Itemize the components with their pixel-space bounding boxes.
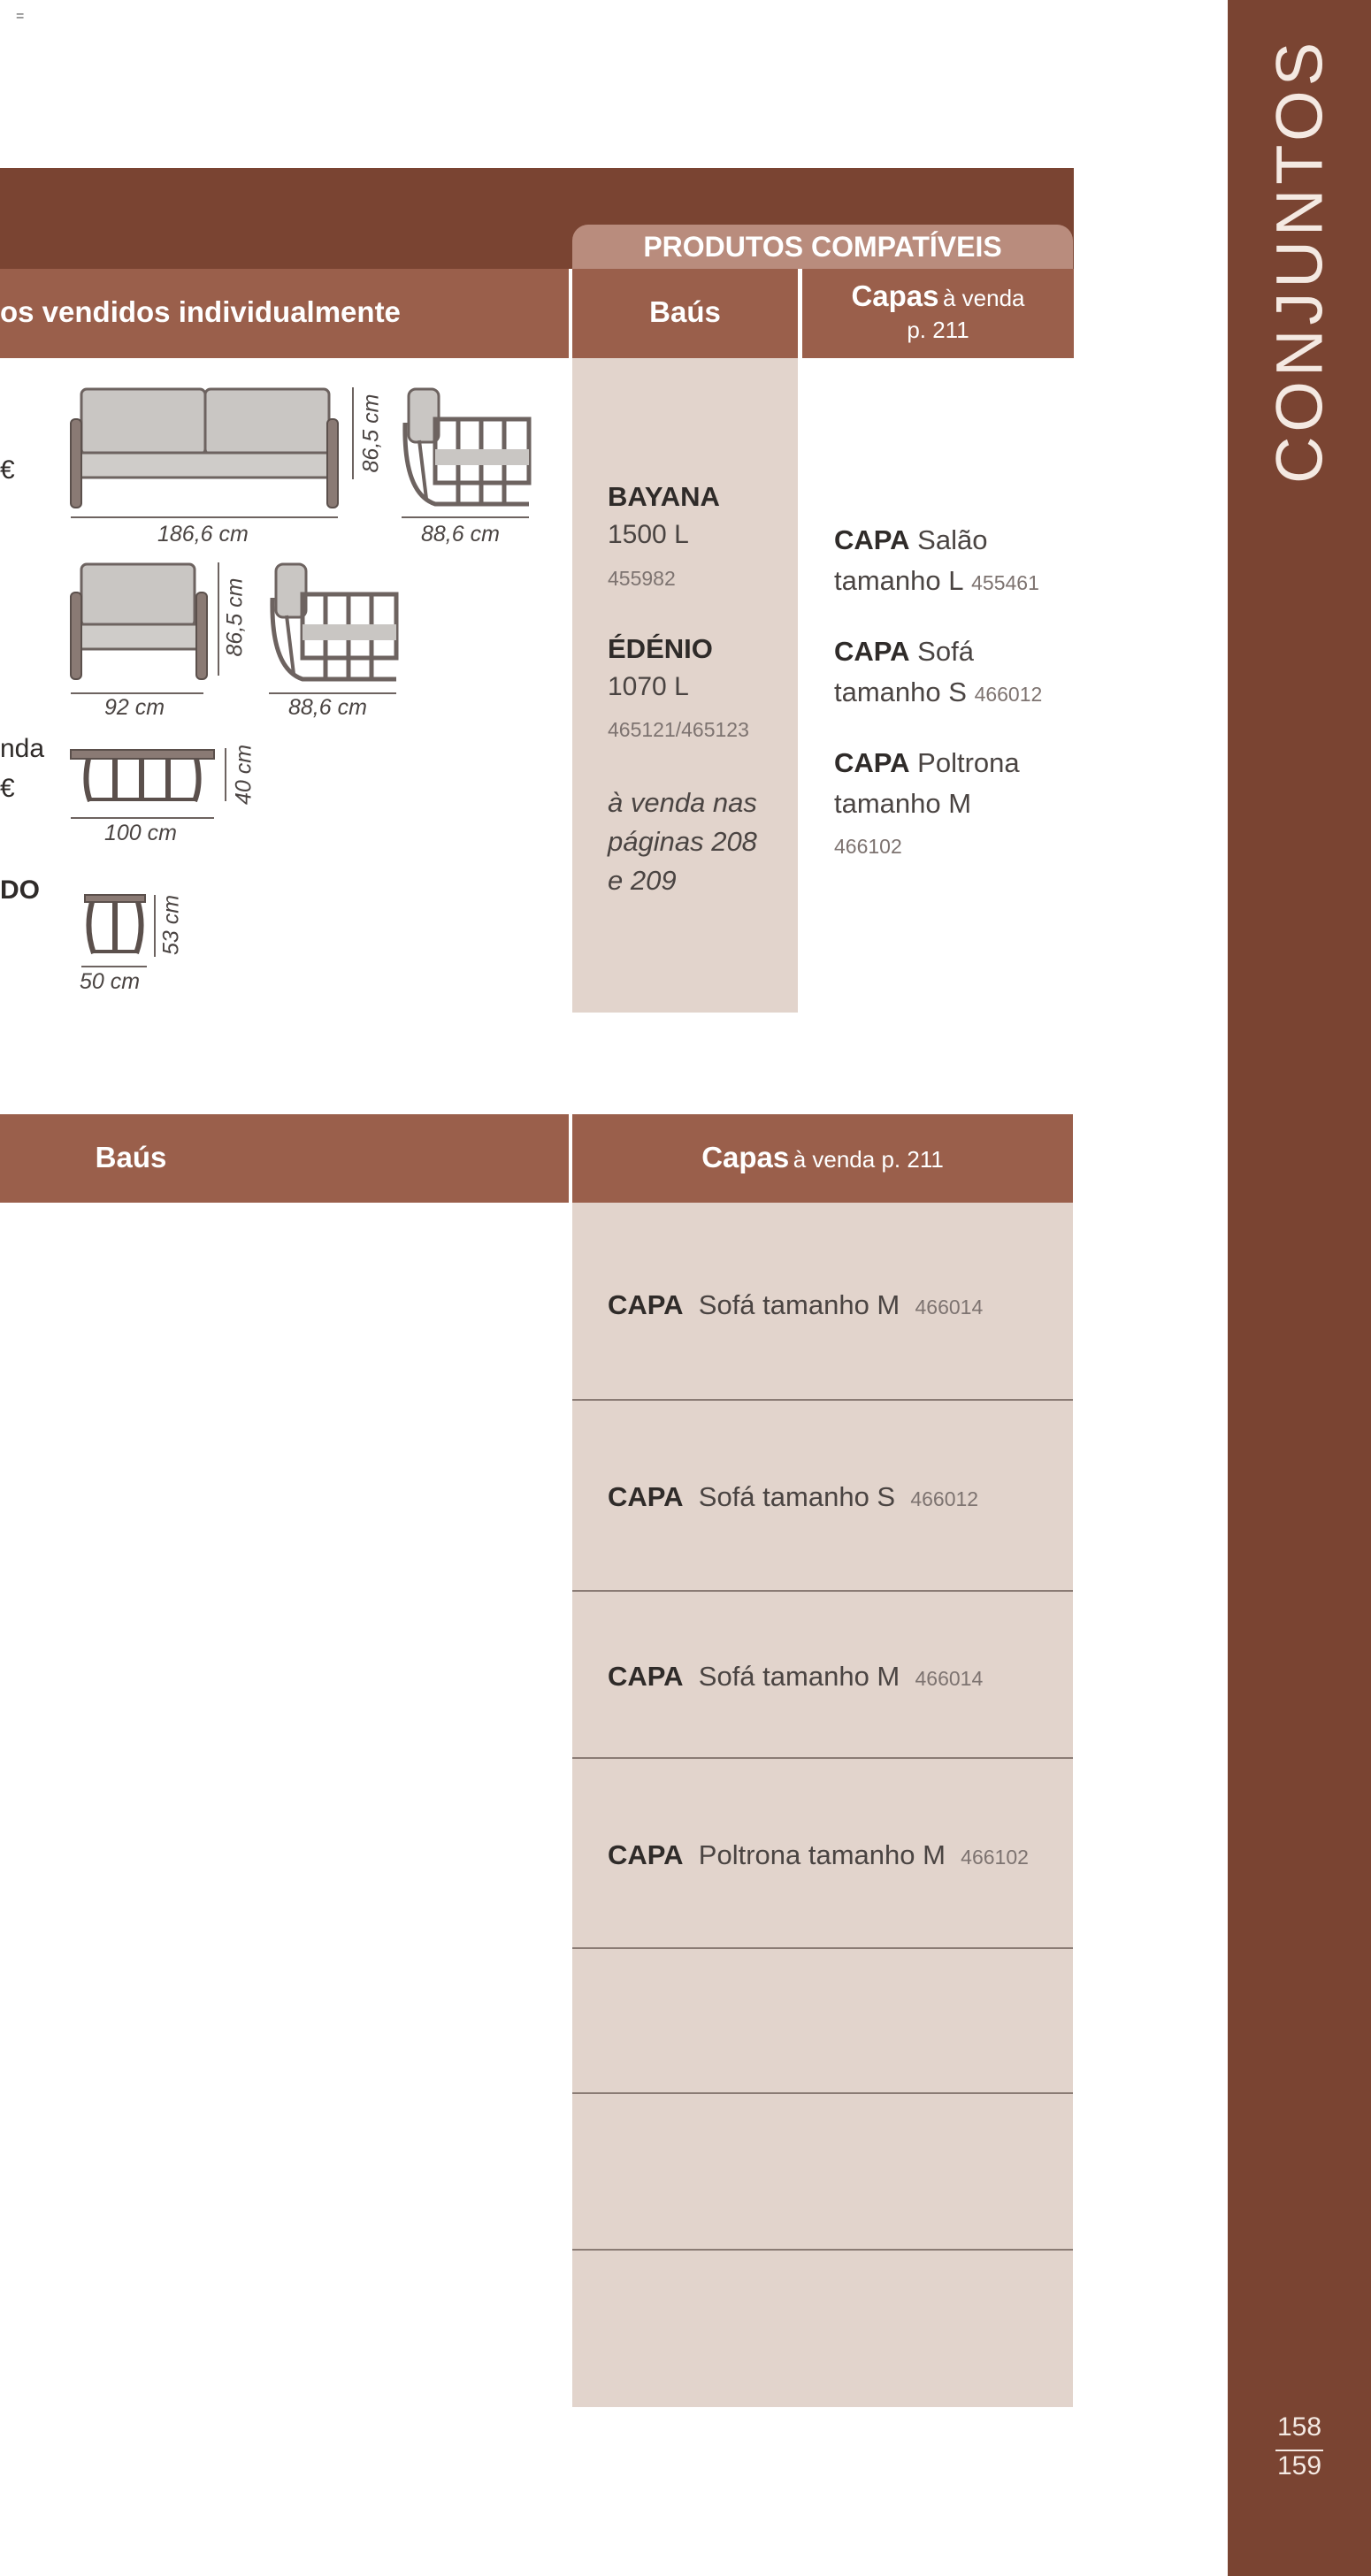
sofa-illustration	[69, 386, 343, 509]
row-divider	[572, 2092, 1073, 2094]
table-row	[608, 1289, 983, 1321]
corner-mark: =	[16, 9, 25, 24]
capa-code: 466014	[915, 1296, 984, 1319]
bottom-baus-header-label: Baús	[95, 1141, 167, 1173]
price-fragment-2: nda	[0, 734, 45, 763]
armchair-height-label: 86,5 cm	[222, 577, 248, 657]
capa-code: 466012	[910, 1487, 979, 1510]
page-number-right: 159	[1276, 2451, 1322, 2480]
capa-text: Sofá tamanho M	[698, 1661, 900, 1692]
table-row	[608, 1661, 983, 1693]
capa-label: CAPA	[608, 1661, 684, 1692]
coffee-table-width-line	[71, 817, 214, 819]
row-divider	[572, 2249, 1073, 2251]
price-fragment-1: €	[0, 455, 15, 485]
capa-code: 466102	[961, 1846, 1029, 1869]
side-table-illustration	[83, 893, 147, 957]
sofa-width-label: 186,6 cm	[157, 522, 249, 547]
table-row	[608, 1839, 1029, 1871]
capa-label: CAPA	[834, 747, 910, 778]
row-divider	[572, 1399, 1073, 1401]
price-fragment-3: €	[0, 774, 15, 803]
side-table-height-label: 53 cm	[158, 894, 184, 956]
bottom-capas-header	[572, 1114, 1073, 1203]
capa-line-2: tamanho L	[834, 565, 964, 596]
coffee-table-height-label: 40 cm	[231, 744, 257, 806]
bau-capacity-2: 1070 L	[608, 672, 689, 701]
coffee-table-illustration	[69, 748, 216, 805]
coffee-table-height-line	[225, 748, 226, 801]
capas-header-label: Capas	[851, 279, 939, 312]
side-table-width-label: 50 cm	[80, 969, 141, 994]
capa-item-1	[834, 520, 1039, 603]
capa-code: 466014	[915, 1667, 984, 1690]
capa-label: CAPA	[608, 1289, 684, 1320]
table-row	[608, 1481, 978, 1513]
bau-code-1: 455982	[608, 567, 676, 590]
bau-code-2: 465121/465123	[608, 718, 749, 741]
capa-line-1: Salão	[917, 524, 988, 555]
baus-note-line-3: e 209	[608, 865, 677, 896]
sofa-height-line	[352, 387, 354, 479]
baus-header-label: Baús	[649, 295, 721, 328]
armchair-depth-label: 88,6 cm	[288, 695, 367, 720]
name-fragment: DO	[0, 875, 40, 905]
capa-text: Sofá tamanho S	[698, 1481, 896, 1512]
capa-code: 466102	[834, 835, 902, 858]
capa-item-2	[834, 631, 1042, 715]
bottom-capas-header-label: Capas	[701, 1141, 790, 1173]
baus-note-line-2: páginas 208	[608, 826, 757, 857]
sofa-depth-label: 88,6 cm	[421, 522, 500, 547]
capa-line-2: tamanho S	[834, 676, 967, 707]
capa-label: CAPA	[608, 1481, 684, 1512]
baus-note-line-1: à venda nas	[608, 787, 757, 818]
bau-name-1: BAYANA	[608, 481, 720, 512]
capa-text: Sofá tamanho M	[698, 1289, 900, 1320]
armchair-illustration	[69, 561, 209, 681]
armchair-width-label: 92 cm	[104, 695, 165, 720]
bottom-capas-header-note: à venda p. 211	[793, 1146, 944, 1173]
compatible-products-tab: PRODUTOS COMPATÍVEIS	[572, 225, 1073, 269]
row-divider	[572, 1590, 1073, 1592]
sofa-width-line	[71, 516, 338, 518]
bau-capacity-1: 1500 L	[608, 520, 689, 549]
capa-code: 455461	[971, 571, 1039, 594]
armchair-depth-line	[269, 692, 396, 694]
capa-text: Poltrona tamanho M	[698, 1839, 946, 1870]
sofa-height-label: 86,5 cm	[358, 394, 384, 473]
capas-header-page: p. 211	[907, 317, 969, 343]
side-table-width-line	[81, 966, 147, 967]
sold-individually-header	[0, 269, 569, 358]
capas-header	[802, 269, 1074, 358]
sofa-side-illustration	[400, 387, 532, 508]
bottom-baus-header	[0, 1114, 569, 1203]
capa-line-1: Poltrona	[917, 747, 1020, 778]
sofa-depth-line	[402, 516, 529, 518]
row-divider	[572, 1757, 1073, 1759]
capa-code: 466012	[974, 683, 1043, 706]
section-title: CONJUNTOS	[1262, 37, 1337, 485]
capas-header-note: à venda	[942, 285, 1025, 311]
capa-line-1: Sofá	[917, 636, 974, 667]
capa-label: CAPA	[834, 636, 910, 667]
bau-name-2: ÉDÉNIO	[608, 633, 713, 664]
page-number-left: 158	[1276, 2412, 1322, 2442]
armchair-side-illustration	[267, 562, 400, 683]
capa-label: CAPA	[834, 524, 910, 555]
coffee-table-width-label: 100 cm	[104, 821, 177, 845]
row-divider	[572, 1947, 1073, 1949]
sold-individually-label: os vendidos individualmente	[0, 295, 401, 328]
armchair-width-line	[71, 692, 203, 694]
capa-item-3	[834, 743, 1020, 867]
capa-line-2: tamanho M	[834, 788, 972, 819]
armchair-height-line	[218, 562, 219, 676]
capa-label: CAPA	[608, 1839, 684, 1870]
baus-header	[572, 269, 798, 358]
bottom-capas-column	[572, 1203, 1073, 2407]
side-table-height-line	[154, 895, 156, 957]
